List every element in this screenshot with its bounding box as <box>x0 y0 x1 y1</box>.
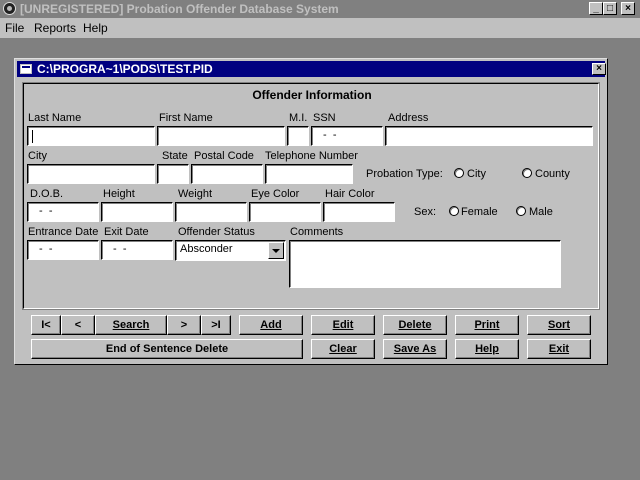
weight-label: Weight <box>178 188 213 200</box>
document-menu-icon[interactable] <box>20 64 32 74</box>
close-button[interactable]: × <box>621 2 635 15</box>
edit-button[interactable]: Edit <box>311 315 375 335</box>
save-as-button[interactable]: Save As <box>383 339 447 359</box>
clear-button[interactable]: Clear <box>311 339 375 359</box>
postal-code-label: Postal Code <box>194 150 254 162</box>
first-name-field[interactable] <box>157 126 285 146</box>
address-label: Address <box>388 112 429 124</box>
city-label: City <box>28 150 47 162</box>
height-label: Height <box>103 188 135 200</box>
app-title: [UNREGISTERED] Probation Offender Database System <box>20 2 339 16</box>
probation-county-label: County <box>535 168 570 180</box>
offender-status-label: Offender Status <box>178 226 255 238</box>
state-label: State <box>162 150 188 162</box>
prev-record-button[interactable]: < <box>61 315 95 335</box>
height-field[interactable] <box>101 202 173 222</box>
city-field[interactable] <box>27 164 155 184</box>
search-button[interactable]: Search <box>95 315 167 335</box>
menu-file[interactable]: File <box>5 21 25 35</box>
offender-info-panel <box>23 83 599 309</box>
entrance-date-label: Entrance Date <box>28 226 99 238</box>
chevron-down-icon[interactable] <box>268 242 284 259</box>
probation-city-radio[interactable] <box>454 168 464 178</box>
offender-status-select[interactable]: Absconder <box>175 240 286 261</box>
probation-type-label: Probation Type: <box>366 168 443 180</box>
exit-date-field[interactable]: - - <box>101 240 173 260</box>
eye-color-field[interactable] <box>249 202 321 222</box>
sex-male-radio[interactable] <box>516 206 526 216</box>
probation-city-label: City <box>467 168 486 180</box>
last-record-button[interactable]: >I <box>201 315 231 335</box>
menu-bar <box>0 18 640 38</box>
end-of-sentence-delete-button[interactable]: End of Sentence Delete <box>31 339 303 359</box>
probation-county-radio[interactable] <box>522 168 532 178</box>
exit-date-label: Exit Date <box>104 226 149 238</box>
document-title: C:\PROGRA~1\PODS\TEST.PID <box>37 62 213 76</box>
entrance-date-field[interactable]: - - <box>27 240 99 260</box>
minimize-button[interactable]: _ <box>589 2 603 15</box>
document-title-bar <box>17 61 605 77</box>
text-cursor <box>32 130 33 143</box>
comments-label: Comments <box>290 226 344 238</box>
first-record-button[interactable]: I< <box>31 315 61 335</box>
first-name-label: First Name <box>159 112 213 124</box>
print-button[interactable]: Print <box>455 315 519 335</box>
hair-color-label: Hair Color <box>325 188 375 200</box>
dob-label: D.O.B. <box>30 188 64 200</box>
document-close-button[interactable]: × <box>592 63 606 75</box>
weight-field[interactable] <box>175 202 247 222</box>
mi-field[interactable] <box>287 126 309 146</box>
ssn-label: SSN <box>313 112 336 124</box>
add-button[interactable]: Add <box>239 315 303 335</box>
maximize-button[interactable]: □ <box>603 2 617 15</box>
panel-title: Offender Information <box>252 88 372 102</box>
sex-female-label: Female <box>461 206 498 218</box>
document-window <box>14 58 608 365</box>
dob-field[interactable]: - - <box>27 202 99 222</box>
postal-code-field[interactable] <box>191 164 263 184</box>
next-record-button[interactable]: > <box>167 315 201 335</box>
exit-button[interactable]: Exit <box>527 339 591 359</box>
eye-color-label: Eye Color <box>251 188 300 200</box>
sex-female-radio[interactable] <box>449 206 459 216</box>
mi-label: M.I. <box>289 112 308 124</box>
sex-male-label: Male <box>529 206 553 218</box>
ssn-field[interactable]: - - <box>311 126 383 146</box>
hair-color-field[interactable] <box>323 202 395 222</box>
last-name-label: Last Name <box>28 112 82 124</box>
comments-field[interactable] <box>289 240 561 288</box>
menu-help[interactable]: Help <box>83 21 108 35</box>
last-name-field[interactable] <box>27 126 155 146</box>
address-field[interactable] <box>385 126 593 146</box>
menu-reports[interactable]: Reports <box>34 21 77 35</box>
state-field[interactable] <box>157 164 189 184</box>
app-system-menu-icon[interactable] <box>3 2 16 15</box>
app-title-bar <box>0 0 640 18</box>
telephone-label: Telephone Number <box>265 150 358 162</box>
sex-label: Sex: <box>414 206 437 218</box>
delete-button[interactable]: Delete <box>383 315 447 335</box>
sort-button[interactable]: Sort <box>527 315 591 335</box>
help-button[interactable]: Help <box>455 339 519 359</box>
telephone-field[interactable] <box>265 164 353 184</box>
